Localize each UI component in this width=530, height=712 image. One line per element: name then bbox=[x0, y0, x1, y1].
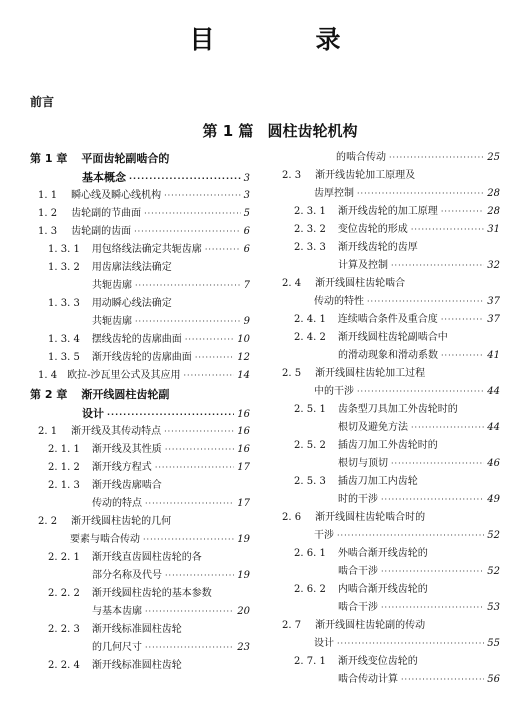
toc-entry[interactable] bbox=[282, 545, 500, 563]
toc-entry-number: 2. 2. 2 bbox=[48, 588, 80, 599]
toc-page-number: 16 bbox=[237, 409, 250, 420]
toc-entry-title: 啮合干涉 bbox=[338, 602, 378, 613]
toc-page-number: 37 bbox=[487, 314, 500, 325]
toc-entry-title: 渐开线圆柱齿轮加工过程 bbox=[315, 368, 426, 379]
toc-page-number: 10 bbox=[237, 334, 250, 345]
toc-entry[interactable] bbox=[282, 473, 500, 491]
toc-entry-number: 2. 4. 2 bbox=[294, 332, 326, 343]
toc-entry-number: 2. 4. 1 bbox=[294, 314, 326, 325]
toc-dot-leader bbox=[195, 349, 234, 367]
toc-dot-leader bbox=[134, 223, 241, 241]
toc-dot-leader bbox=[164, 423, 234, 441]
toc-dot-leader bbox=[441, 311, 484, 329]
toc-entry-title: 渐开线齿廓啮合 bbox=[91, 480, 162, 491]
toc-entry[interactable] bbox=[30, 567, 250, 585]
toc-entry-number: 2. 3 bbox=[282, 170, 302, 181]
toc-dot-leader bbox=[367, 293, 484, 311]
toc-dot-leader bbox=[411, 221, 484, 239]
toc-entry[interactable] bbox=[282, 635, 500, 653]
toc-chapter-entry[interactable] bbox=[30, 149, 250, 168]
toc-entry[interactable] bbox=[282, 365, 500, 383]
toc-entry-title: 渐开线齿轮的齿廓曲面 bbox=[91, 352, 192, 363]
toc-entry[interactable] bbox=[282, 599, 500, 617]
toc-entry-number: 1. 2 bbox=[38, 208, 58, 219]
toc-dot-leader bbox=[164, 187, 241, 205]
toc-page-number: 28 bbox=[487, 188, 500, 199]
toc-entry-title: 基本概念 bbox=[82, 171, 126, 184]
toc-entry-title: 摆线齿轮的齿廓曲面 bbox=[91, 334, 182, 345]
toc-entry-title: 变位齿轮的形成 bbox=[337, 224, 408, 235]
toc-entry-number: 2. 1. 1 bbox=[48, 444, 80, 455]
toc-entry[interactable] bbox=[282, 455, 500, 473]
part-name: 圆柱齿轮机构 bbox=[267, 122, 358, 140]
toc-entry-number: 2. 1 bbox=[38, 426, 58, 437]
toc-page-number: 23 bbox=[237, 642, 250, 653]
toc-entry-title: 渐开线变位齿轮的 bbox=[337, 656, 418, 667]
toc-page-number: 6 bbox=[243, 244, 250, 255]
toc-entry-number: 2. 1. 3 bbox=[48, 480, 80, 491]
toc-entry[interactable] bbox=[30, 223, 250, 241]
toc-entry-number: 2. 2. 3 bbox=[48, 624, 80, 635]
toc-entry-title: 根切及避免方法 bbox=[338, 422, 408, 433]
toc-entry-title: 渐开线圆柱齿轮副 bbox=[81, 388, 170, 401]
toc-entry[interactable] bbox=[282, 203, 500, 221]
toc-dot-leader bbox=[155, 459, 234, 477]
toc-entry-number: 1. 4 bbox=[38, 370, 58, 381]
toc-entry[interactable] bbox=[30, 531, 250, 549]
toc-entry[interactable] bbox=[30, 187, 250, 205]
toc-page-number: 9 bbox=[243, 316, 250, 327]
toc-entry-number: 2. 3. 3 bbox=[294, 242, 326, 253]
toc-page-number: 7 bbox=[243, 280, 250, 291]
toc-entry-title: 用包络线法确定共轭齿廓 bbox=[91, 244, 202, 255]
toc-entry[interactable] bbox=[282, 293, 500, 311]
toc-entry[interactable] bbox=[282, 491, 500, 509]
toc-page-number: 19 bbox=[237, 534, 250, 545]
toc-dot-leader bbox=[401, 671, 484, 689]
toc-page-number: 16 bbox=[237, 444, 250, 455]
toc-entry-title: 渐开线圆柱齿轮的几何 bbox=[71, 516, 172, 527]
toc-page-number: 32 bbox=[487, 260, 500, 271]
toc-entry[interactable] bbox=[30, 205, 250, 223]
toc-page-number: 5 bbox=[243, 208, 250, 219]
toc-entry[interactable] bbox=[282, 653, 500, 671]
toc-entry[interactable] bbox=[282, 617, 500, 635]
toc-page-number: 3 bbox=[243, 190, 250, 201]
toc-page-number: 52 bbox=[487, 566, 500, 577]
toc-entry-title: 的滑动现象和滑动系数 bbox=[338, 350, 438, 361]
toc-entry[interactable] bbox=[282, 167, 500, 185]
toc-entry[interactable] bbox=[282, 509, 500, 527]
toc-page-number: 17 bbox=[237, 498, 250, 509]
toc-entry-number: 2. 7 bbox=[282, 620, 302, 631]
toc-entry-title: 渐开线方程式 bbox=[91, 462, 152, 473]
toc-entry-title: 啮合干涉 bbox=[338, 566, 378, 577]
toc-dot-leader bbox=[135, 277, 241, 295]
toc-entry-number: 1. 3. 5 bbox=[48, 352, 80, 363]
part-number: 第 1 篇 bbox=[202, 122, 254, 140]
toc-entry-title: 齿条型刀具加工外齿轮时的 bbox=[337, 404, 458, 415]
toc-page-number: 55 bbox=[487, 638, 500, 649]
toc-entry[interactable] bbox=[282, 563, 500, 581]
toc-entry[interactable] bbox=[30, 241, 250, 259]
toc-entry[interactable] bbox=[282, 383, 500, 401]
toc-page-number: 46 bbox=[487, 458, 500, 469]
toc-entry-number: 2. 3. 2 bbox=[294, 224, 326, 235]
toc-dot-leader bbox=[107, 405, 234, 424]
toc-entry[interactable] bbox=[30, 549, 250, 567]
toc-entry-number: 2. 5. 1 bbox=[294, 404, 326, 415]
toc-dot-leader bbox=[441, 347, 484, 365]
toc-dot-leader bbox=[143, 531, 234, 549]
toc-entry[interactable] bbox=[30, 349, 250, 367]
toc-entry-title: 外啮合渐开线齿轮的 bbox=[337, 548, 428, 559]
toc-chapter-entry[interactable] bbox=[30, 404, 250, 423]
toc-page-number: 20 bbox=[237, 606, 250, 617]
toc-entry[interactable] bbox=[30, 441, 250, 459]
toc-entry-title: 瞬心线及瞬心线机构 bbox=[71, 190, 162, 201]
toc-dot-leader bbox=[183, 367, 234, 385]
toc-page-number: 16 bbox=[237, 426, 250, 437]
toc-dot-leader bbox=[381, 491, 484, 509]
toc-page-number: 25 bbox=[487, 152, 500, 163]
page-title: 目 录 bbox=[189, 25, 379, 54]
toc-entry-number: 2. 6. 1 bbox=[294, 548, 326, 559]
toc-page-number: 28 bbox=[487, 206, 500, 217]
toc-entry-title: 部分名称及代号 bbox=[92, 570, 162, 581]
toc-entry-title: 共轭齿廓 bbox=[92, 316, 132, 327]
toc-page-number: 37 bbox=[487, 296, 500, 307]
toc-entry-title: 插齿刀加工外齿轮时的 bbox=[337, 440, 438, 451]
toc-page-number: 49 bbox=[487, 494, 500, 505]
toc-dot-leader bbox=[145, 603, 234, 621]
toc-entry-number: 2. 7. 1 bbox=[294, 656, 326, 667]
toc-dot-leader bbox=[165, 567, 234, 585]
toc-entry-number: 1. 3. 2 bbox=[48, 262, 80, 273]
toc-entry-title: 渐开线齿轮加工原理及 bbox=[315, 170, 416, 181]
toc-entry-number: 1. 3. 3 bbox=[48, 298, 80, 309]
toc-entry[interactable] bbox=[282, 437, 500, 455]
toc-entry-title: 齿厚控制 bbox=[314, 188, 354, 199]
toc-dot-leader bbox=[185, 331, 234, 349]
toc-page-number: 53 bbox=[487, 602, 500, 613]
toc-entry-title: 渐开线及其性质 bbox=[91, 444, 162, 455]
toc-dot-leader bbox=[381, 599, 484, 617]
toc-page-number: 19 bbox=[237, 570, 250, 581]
toc-page-number: 17 bbox=[237, 462, 250, 473]
toc-entry[interactable] bbox=[282, 671, 500, 689]
toc-entry-title: 要素与啮合传动 bbox=[70, 534, 140, 545]
toc-entry-number: 2. 5. 2 bbox=[294, 440, 326, 451]
part-heading[interactable] bbox=[0, 120, 530, 141]
toc-entry-title: 渐开线圆柱齿轮的基本参数 bbox=[91, 588, 212, 599]
toc-page-number: 14 bbox=[237, 370, 250, 381]
toc-entry[interactable] bbox=[30, 657, 250, 675]
toc-entry-number: 2. 2. 4 bbox=[48, 660, 80, 671]
toc-entry-title: 共轭齿廓 bbox=[92, 280, 132, 291]
toc-entry-title: 中的干涉 bbox=[314, 386, 354, 397]
toc-entry-number: 2. 6 bbox=[282, 512, 302, 523]
toc-entry-number: 1. 3. 1 bbox=[48, 244, 80, 255]
toc-entry[interactable] bbox=[30, 259, 250, 277]
toc-entry-title: 时的干涉 bbox=[338, 494, 378, 505]
toc-entry[interactable] bbox=[282, 581, 500, 599]
toc-entry-title: 平面齿轮副啮合的 bbox=[81, 152, 170, 165]
toc-dot-leader bbox=[337, 527, 484, 545]
toc-right-column bbox=[282, 149, 500, 689]
toc-entry-number: 第 2 章 bbox=[30, 388, 68, 401]
toc-entry[interactable] bbox=[282, 527, 500, 545]
toc-entry-title: 的啮合传动 bbox=[336, 152, 386, 163]
toc-entry[interactable] bbox=[282, 185, 500, 203]
toc-entry[interactable] bbox=[30, 477, 250, 495]
toc-entry-title: 设计 bbox=[82, 407, 104, 420]
toc-entry[interactable] bbox=[30, 621, 250, 639]
toc-entry-title: 用齿廓法线法确定 bbox=[91, 262, 172, 273]
toc-dot-leader bbox=[441, 203, 484, 221]
toc-entry-title: 渐开线圆柱齿轮啮合 bbox=[315, 278, 406, 289]
toc-dot-leader bbox=[391, 257, 484, 275]
toc-entry-title: 渐开线及其传动特点 bbox=[71, 426, 162, 437]
toc-entry-title: 渐开线齿轮的加工原理 bbox=[337, 206, 438, 217]
toc-entry[interactable] bbox=[282, 311, 500, 329]
toc-entry[interactable] bbox=[30, 513, 250, 531]
toc-dot-leader bbox=[389, 149, 484, 167]
toc-dot-leader bbox=[357, 185, 484, 203]
toc-chapter-entry[interactable] bbox=[30, 385, 250, 404]
toc-entry-title: 用动瞬心线法确定 bbox=[91, 298, 172, 309]
toc-entry[interactable] bbox=[30, 495, 250, 513]
toc-entry-title: 啮合传动计算 bbox=[338, 674, 398, 685]
toc-page-number: 44 bbox=[487, 386, 500, 397]
toc-entry-preface[interactable]: 前言 bbox=[30, 95, 55, 109]
toc-entry[interactable] bbox=[30, 603, 250, 621]
toc-entry-number: 1. 3. 4 bbox=[48, 334, 80, 345]
toc-entry-title: 齿轮副的节曲面 bbox=[71, 208, 142, 219]
toc-entry[interactable] bbox=[30, 331, 250, 349]
toc-entry-title: 插齿刀加工内齿轮 bbox=[337, 476, 418, 487]
toc-entry-title: 设计 bbox=[314, 638, 334, 649]
toc-dot-leader bbox=[205, 241, 241, 259]
toc-page-number: 41 bbox=[487, 350, 500, 361]
toc-entry-title: 渐开线标准圆柱齿轮 bbox=[91, 624, 182, 635]
toc-entry-title: 渐开线直齿圆柱齿轮的各 bbox=[91, 552, 202, 563]
toc-dot-leader bbox=[381, 563, 484, 581]
toc-page-number: 12 bbox=[237, 352, 250, 363]
toc-entry-title: 的几何尺寸 bbox=[92, 642, 142, 653]
toc-entry[interactable] bbox=[282, 275, 500, 293]
toc-page-number: 6 bbox=[243, 226, 250, 237]
toc-entry-number: 2. 6. 2 bbox=[294, 584, 326, 595]
toc-page-number: 31 bbox=[487, 224, 500, 235]
toc-entry[interactable] bbox=[282, 149, 500, 167]
toc-entry-number: 2. 2 bbox=[38, 516, 58, 527]
toc-entry[interactable] bbox=[30, 459, 250, 477]
toc-entry-title: 内啮合渐开线齿轮的 bbox=[337, 584, 428, 595]
toc-entry-number: 第 1 章 bbox=[30, 152, 68, 165]
toc-entry[interactable] bbox=[282, 329, 500, 347]
toc-dot-leader bbox=[129, 169, 241, 188]
toc-entry-title: 干涉 bbox=[314, 530, 334, 541]
toc-dot-leader bbox=[411, 419, 484, 437]
toc-entry[interactable] bbox=[30, 277, 250, 295]
toc-dot-leader bbox=[145, 639, 234, 657]
toc-entry-number: 2. 5 bbox=[282, 368, 302, 379]
toc-entry-title: 渐开线齿轮的齿厚 bbox=[337, 242, 418, 253]
toc-dot-leader bbox=[337, 635, 484, 653]
toc-entry[interactable] bbox=[282, 221, 500, 239]
toc-entry-number: 2. 5. 3 bbox=[294, 476, 326, 487]
toc-dot-leader bbox=[144, 205, 241, 223]
toc-entry-title: 根切与顶切 bbox=[338, 458, 388, 469]
toc-entry-title: 与基本齿廓 bbox=[92, 606, 142, 617]
toc-entry[interactable] bbox=[30, 295, 250, 313]
toc-entry[interactable] bbox=[30, 639, 250, 657]
toc-page-number: 56 bbox=[487, 674, 500, 685]
toc-page-number: 52 bbox=[487, 530, 500, 541]
toc-dot-leader bbox=[135, 313, 241, 331]
toc-entry-number: 1. 3 bbox=[38, 226, 58, 237]
toc-entry-title: 渐开线圆柱齿轮副啮合中 bbox=[337, 332, 448, 343]
toc-entry[interactable] bbox=[282, 347, 500, 365]
toc-left-column bbox=[30, 149, 250, 675]
toc-dot-leader bbox=[357, 383, 484, 401]
toc-entry[interactable] bbox=[282, 419, 500, 437]
toc-entry-number: 2. 3. 1 bbox=[294, 206, 326, 217]
toc-page-number: 3 bbox=[243, 173, 250, 184]
toc-dot-leader bbox=[145, 495, 234, 513]
toc-entry-number: 2. 1. 2 bbox=[48, 462, 80, 473]
toc-chapter-entry[interactable] bbox=[30, 168, 250, 187]
toc-entry[interactable] bbox=[30, 423, 250, 441]
toc-page-number: 44 bbox=[487, 422, 500, 433]
toc-entry-title: 欧拉-沙瓦里公式及其应用 bbox=[67, 370, 181, 381]
toc-entry-number: 1. 1 bbox=[38, 190, 58, 201]
toc-dot-leader bbox=[165, 441, 234, 459]
toc-dot-leader bbox=[391, 455, 484, 473]
toc-entry[interactable] bbox=[282, 257, 500, 275]
toc-entry-number: 2. 4 bbox=[282, 278, 302, 289]
toc-entry-title: 传动的特点 bbox=[92, 498, 142, 509]
toc-entry-number: 2. 2. 1 bbox=[48, 552, 80, 563]
toc-entry[interactable] bbox=[282, 239, 500, 257]
toc-entry-title: 传动的特性 bbox=[314, 296, 364, 307]
toc-entry[interactable] bbox=[30, 313, 250, 331]
toc-entry-title: 齿轮副的齿面 bbox=[71, 226, 132, 237]
toc-entry[interactable] bbox=[30, 367, 250, 385]
toc-entry-title: 渐开线标准圆柱齿轮 bbox=[91, 660, 182, 671]
toc-entry-title: 渐开线圆柱齿轮副的传动 bbox=[315, 620, 426, 631]
toc-entry-title: 连续啮合条件及重合度 bbox=[337, 314, 438, 325]
toc-entry-title: 计算及控制 bbox=[338, 260, 388, 271]
toc-entry-title: 渐开线圆柱齿轮啮合时的 bbox=[315, 512, 426, 523]
toc-entry[interactable] bbox=[282, 401, 500, 419]
toc-entry[interactable] bbox=[30, 585, 250, 603]
